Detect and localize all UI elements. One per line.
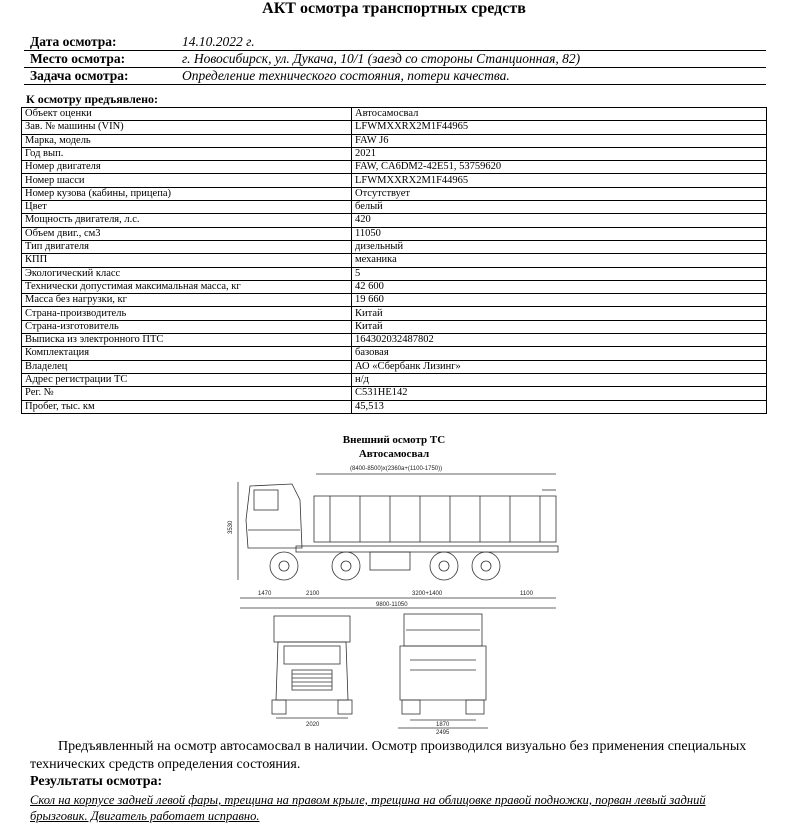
dim-d1: 1470 [258,591,272,597]
spec-value: 45,513 [352,400,767,413]
spec-key: Номер кузова (кабины, прицепа) [22,187,352,200]
dim-front-width: 2020 [306,722,320,728]
dim-d4: 1100 [520,591,533,597]
spec-key: Страна-производитель [22,307,352,320]
presented-heading: К осмотру предъявлено: [26,92,159,106]
spec-value: 2021 [352,147,767,160]
spec-value: LFWMXXRX2M1F44965 [352,174,767,187]
spec-value: 5 [352,267,767,280]
spec-key: Год вып. [22,147,352,160]
drawing-caption-type: Автосамосвал [358,448,430,460]
spec-value: С531НЕ142 [352,387,767,400]
dump-body-side [314,496,556,542]
task-label: Задача осмотра: [30,68,129,83]
spec-key: Номер двигателя [22,161,352,174]
spec-value: FAW J6 [352,134,767,147]
task-value: Определение технического состояния, потери качества. [182,68,510,83]
results-heading: Результаты осмотра: [30,774,163,789]
wheel-rear-1 [430,552,458,580]
spec-key: КПП [22,254,352,267]
spec-value: Китай [352,320,767,333]
dim-d2: 2100 [306,591,320,597]
spec-key: Масса без нагрузки, кг [22,294,352,307]
wheel-front-1 [270,552,298,580]
spec-key: Зав. № машины (VIN) [22,121,352,134]
spec-key: Комплектация [22,347,352,360]
spec-key: Адрес регистрации ТС [22,373,352,386]
spec-value: н/д [352,373,767,386]
spec-value: Китай [352,307,767,320]
place-label: Место осмотра: [30,51,126,66]
dim-height: 3530 [228,520,234,534]
spec-value: белый [352,201,767,214]
spec-value: Отсутствует [352,187,767,200]
spec-value: 11050 [352,227,767,240]
spec-value: FAW, CA6DM2-42E51, 53759620 [352,161,767,174]
drawing-caption-inspection: Внешний осмотр ТС [342,434,446,446]
spec-key: Марка, модель [22,134,352,147]
spec-value: механика [352,254,767,267]
truck-front-cab [276,642,348,700]
spec-key: Цвет [22,201,352,214]
spec-value: базовая [352,347,767,360]
spec-key: Номер шасси [22,174,352,187]
results-text: Скол на корпусе задней левой фары, трещина на правом крыле, трещина на облицовке правой подножки, порван левый задний брызговик. Двигатель работает исправно. [30,793,706,823]
spec-key: Экологический класс [22,267,352,280]
spec-key: Тип двигателя [22,240,352,253]
dim-rear-track: 1870 [436,722,450,728]
spec-value: дизельный [352,240,767,253]
spec-key: Мощность двигателя, л.с. [22,214,352,227]
inspection-paragraph: Предъявленный на осмотр автосамосвал в наличии. Осмотр производился визуально без применения специальных технических средств определения состояния. [30,739,747,772]
spec-value: 42 600 [352,280,767,293]
dim-d3: 3200+1400 [412,591,443,597]
date-value: 14.10.2022 г. [182,34,255,49]
place-value: г. Новосибирск, ул. Дукача, 10/1 (заезд со стороны Станционная, 82) [182,51,581,66]
spec-key: Владелец [22,360,352,373]
truck-front-dump-top [274,616,350,642]
spec-key: Пробег, тыс. км [22,400,352,413]
spec-value: 19 660 [352,294,767,307]
spec-value: 164302032487802 [352,334,767,347]
wheel-rear-2 [472,552,500,580]
spec-value: 420 [352,214,767,227]
dim-rear-width: 2495 [436,730,450,736]
spec-value: LFWMXXRX2M1F44965 [352,121,767,134]
spec-key: Страна-изготовитель [22,320,352,333]
spec-value: Автосамосвал [352,108,767,121]
dim-top: (8400-8500)x(2360a+(1100-1750)) [350,466,443,472]
spec-key: Технически допустимая максимальная масса, кг [22,280,352,293]
spec-key: Объем двиг., см3 [22,227,352,240]
wheel-front-2 [332,552,360,580]
spec-key: Выписка из электронного ПТС [22,334,352,347]
spec-key: Рег. № [22,387,352,400]
dim-total: 9800-11050 [376,602,408,608]
document-title: АКТ осмотра транспортных средств [262,0,526,17]
date-label: Дата осмотра: [30,34,117,49]
truck-rear-body [400,646,486,700]
spec-value: АО «Сбербанк Лизинг» [352,360,767,373]
spec-key: Объект оценки [22,108,352,121]
